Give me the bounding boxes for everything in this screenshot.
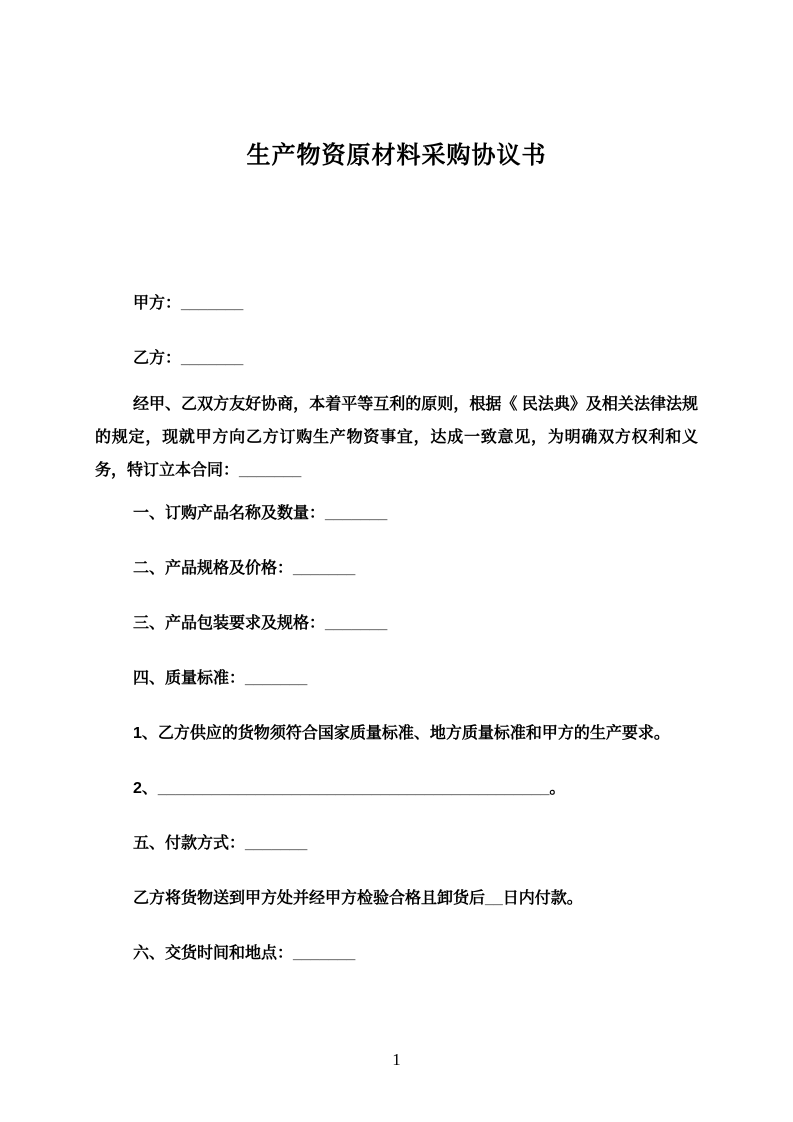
section-5-payment-method: 五、付款方式：_______ [133,835,308,852]
section-2-spec-price: 二、产品规格及价格：_______ [133,560,356,577]
page-number: 1 [392,1050,401,1069]
document-title: 生产物资原材料采购协议书 [246,142,547,169]
party-b-line: 乙方：_______ [133,350,244,367]
section-6-delivery-time-place: 六、交货时间和地点：_______ [133,945,356,962]
clause-5-1-payment-terms: 乙方将货物送到甲方处并经甲方检验合格且卸货后__日内付款。 [133,890,583,907]
party-a-line: 甲方：_______ [133,295,244,312]
section-1-product-name-quantity: 一、订购产品名称及数量：_______ [133,505,388,522]
clause-4-1-quality-requirement: 1、乙方供应的货物须符合国家质量标准、地方质量标准和甲方的生产要求。 [133,725,670,742]
preamble-paragraph: 经甲、乙双方友好协商，本着平等互利的原则，根据《 民法典》及相关法律法规的规定，现就甲方向乙方订购生产物资事宜，达成一致意见，为明确双方权利和义务，特订立本合同：_______ [95,396,698,479]
section-3-packaging: 三、产品包装要求及规格：_______ [133,615,388,632]
clause-4-2-blank: 2、____________________________________________。 [133,780,566,797]
section-4-quality-standard: 四、质量标准：_______ [133,670,308,687]
